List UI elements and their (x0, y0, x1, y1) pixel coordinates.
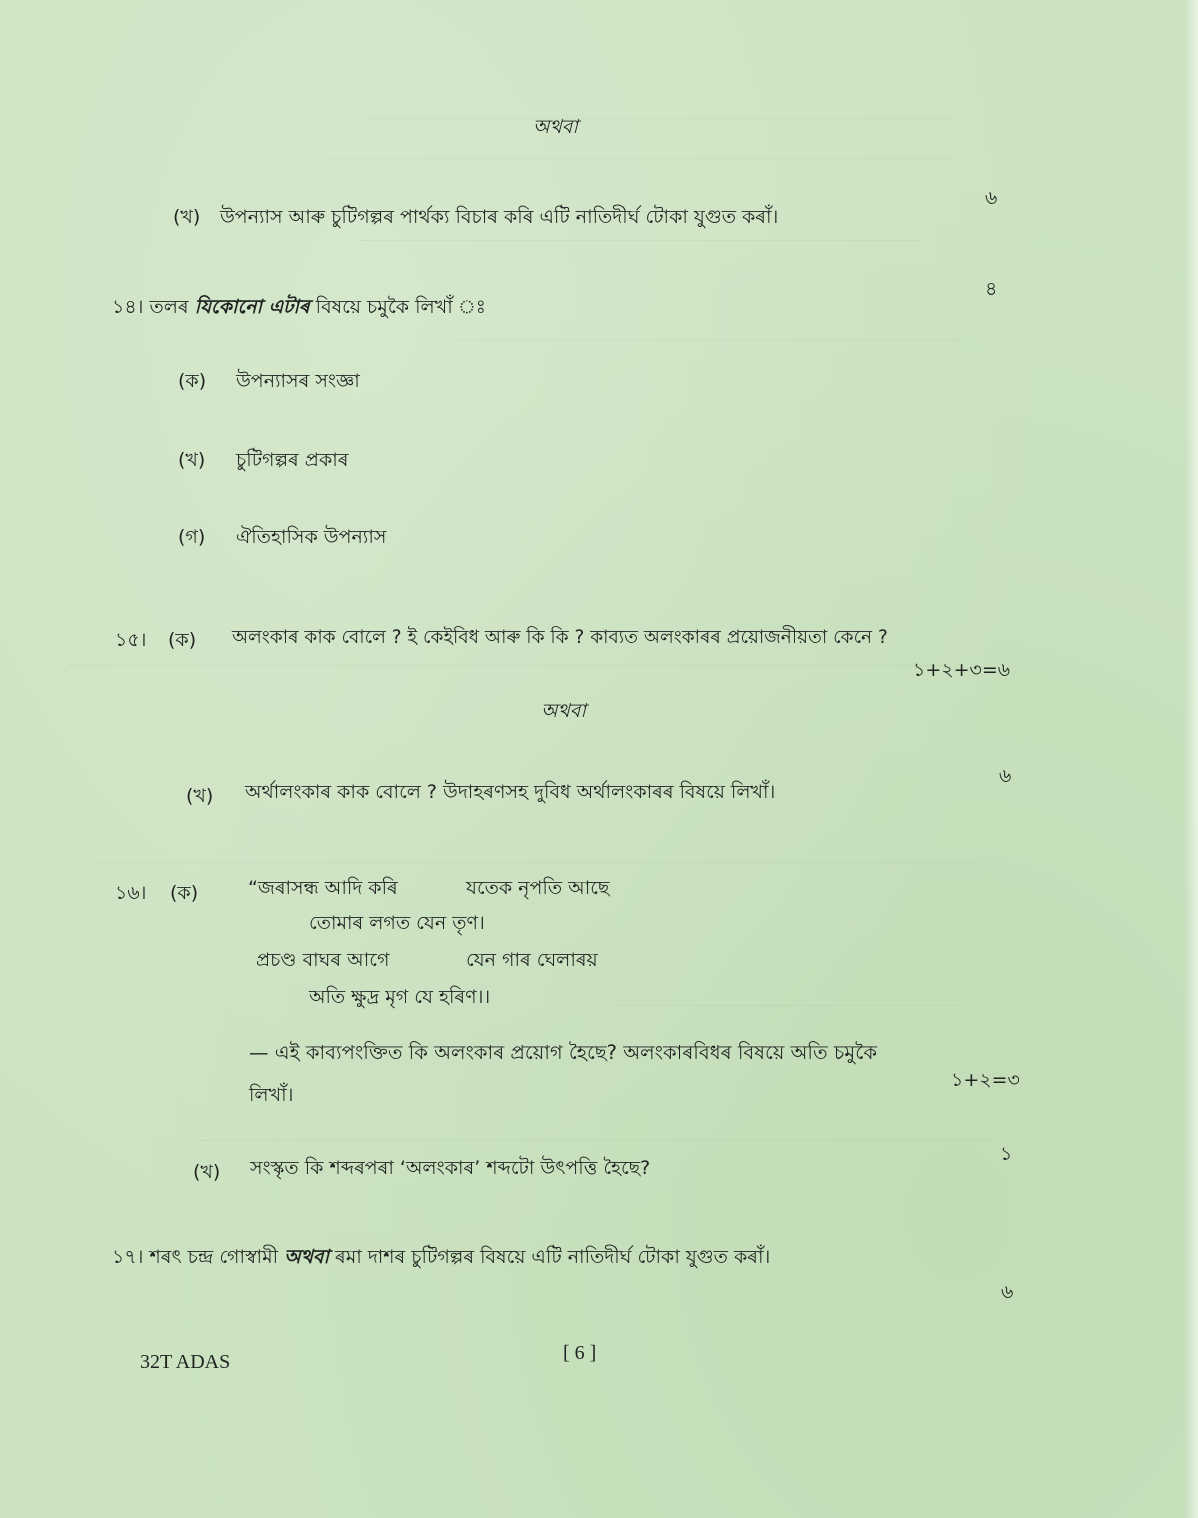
q14-suffix: বিষয়ে চমুকৈ লিখাঁ ঃ (315, 296, 486, 318)
q15a-marks: ১+২+৩=৬ (913, 659, 1011, 681)
q14-item-text: ঐতিহাসিক উপন্যাস (236, 526, 387, 548)
verse-line: অতি ক্ষুদ্ৰ মৃগ যে হৰিণ।। (309, 986, 491, 1008)
q14-item-text: উপন্যাসৰ সংজ্ঞা (236, 370, 360, 392)
bleed-through-line (360, 240, 920, 255)
q13b-marks: ৬ (985, 187, 998, 209)
q16a-question: লিখাঁ। (249, 1084, 294, 1106)
bleed-through-line (70, 665, 950, 680)
q14-number: ১৪। (112, 296, 144, 318)
q16b-text: সংস্কৃত কি শব্দৰপৰা ‘অলংকাৰ’ শব্দটো উৎপত্তি হৈছে? (250, 1157, 651, 1179)
q16b-marks: ১ (1000, 1143, 1013, 1165)
q17-emphasis: অথবা (284, 1246, 329, 1268)
q16a-question: — এই কাব্যপংক্তিত কি অলংকাৰ প্ৰয়োগ হৈছে? অলংকাৰবিধৰ বিষয়ে অতি চমুকৈ (249, 1041, 878, 1064)
verse-line: যতেক নৃপতি আছে (466, 877, 610, 899)
q14-heading (112, 295, 486, 319)
page-number: [ 6 ] (563, 1342, 597, 1364)
q15b-label: (খ) (186, 785, 214, 807)
q17-number: ১৭। (112, 1246, 144, 1268)
q15b-text: অৰ্থালংকাৰ কাক বোলে ? উদাহৰণসহ দুবিধ অৰ্থালংকাৰৰ বিষয়ে লিখাঁ। (245, 781, 776, 803)
q13b-text: উপন্যাস আৰু চুটিগল্পৰ পাৰ্থক্য বিচাৰ কৰি এটি নাতিদীৰ্ঘ টোকা যুগুত কৰাঁ। (220, 206, 779, 228)
q15a-label: (ক) (168, 629, 197, 651)
q14-item-label: (গ) (178, 526, 206, 548)
bleed-through-line (460, 340, 960, 355)
q16a-marks: ১+২=৩ (951, 1069, 1020, 1091)
bleed-through-line (620, 1005, 960, 1020)
or-label: অথবা (533, 116, 578, 138)
verse-line: প্ৰচণ্ড বাঘৰ আগে (256, 949, 390, 971)
q15a-text: অলংকাৰ কাক বোলে ? ই কেইবিধ আৰু কি কি ? কাব্যত অলংকাৰৰ প্ৰয়োজনীয়তা কেনে ? (232, 627, 888, 648)
q17-text (112, 1245, 770, 1269)
q14-prefix: তলৰ (149, 296, 189, 318)
verse-line: যেন গাৰ ঘেলাৰয় (466, 949, 598, 971)
verse-line: তোমাৰ লগত যেন তৃণ। (309, 912, 485, 934)
bleed-through-line (330, 158, 950, 173)
q14-emphasis: যিকোনো এটাৰ (194, 296, 310, 318)
q14-item-text: চুটিগল্পৰ প্ৰকাৰ (236, 449, 349, 471)
q16-number: ১৬। (115, 882, 147, 904)
q14-marks: ৪ (985, 278, 998, 300)
verse-line: “জৰাসন্ধ আদি কৰি (248, 877, 398, 899)
q17-prefix: শৰৎ চন্দ্ৰ গোস্বামী (149, 1246, 279, 1268)
q16a-label: (ক) (170, 882, 199, 904)
q17-marks: ৬ (1001, 1281, 1014, 1303)
paper-code: 32T ADAS (140, 1351, 231, 1373)
bleed-through-line (370, 118, 950, 133)
q13b-label: (খ) (173, 206, 201, 228)
bleed-through-line (100, 862, 980, 877)
q15b-marks: ৬ (999, 765, 1012, 787)
bleed-through-line (200, 1140, 990, 1155)
q16b-label: (খ) (193, 1161, 221, 1183)
paper-edge (1184, 0, 1198, 1518)
or-label: অথবা (541, 700, 586, 722)
q17-suffix: ৰমা দাশৰ চুটিগল্পৰ বিষয়ে এটি নাতিদীৰ্ঘ টোকা যুগুত কৰাঁ। (335, 1246, 771, 1268)
q14-item-label: (ক) (178, 370, 207, 392)
q14-item-label: (খ) (178, 449, 206, 471)
q15-number: ১৫। (115, 629, 147, 651)
